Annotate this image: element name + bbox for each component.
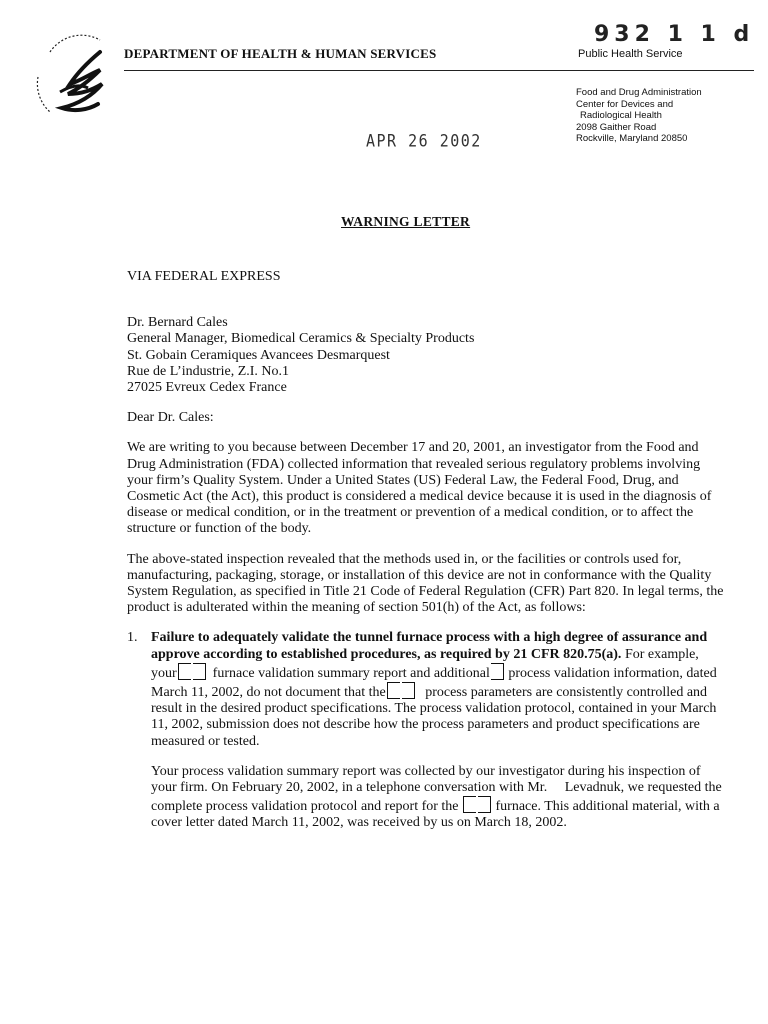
letter-body xyxy=(127,269,727,832)
department-name: DEPARTMENT OF HEALTH & HUMAN SERVICES xyxy=(124,46,437,61)
paragraph-3-text: Your process validation summary report was collected by our investigator during his inspection of your firm. On February 20, 2002, in a telephone conversation with Mr. xyxy=(151,763,701,796)
paragraph-3 xyxy=(127,764,727,832)
recipient-line: General Manager, Biomedical Ceramics & Specialty Products xyxy=(127,331,475,347)
recipient-line: Dr. Bernard Cales xyxy=(127,315,228,331)
violation-text: process parameters are consistently controlled and result in the desired product specifications. The process validation protocol, contained in your March 11, 2002, submission does not describe how the process parameters and product specifications are measured or tested. xyxy=(151,685,717,749)
fda-address-line: Center for Devices and xyxy=(576,98,674,110)
date-stamp: APR 26 2002 xyxy=(366,130,482,152)
violation-number: 1. xyxy=(127,630,138,646)
fda-address-line: Food and Drug Administration xyxy=(576,87,702,98)
delivery-method: VIA FEDERAL EXPRESS xyxy=(127,269,281,284)
redaction-bracket xyxy=(478,796,491,813)
fda-address xyxy=(576,87,702,145)
public-health-service: Public Health Service xyxy=(578,48,683,60)
paragraph-2: The above-stated inspection revealed that the methods used in, or the facilities or controls used for, manufacturing, packaging, storage, or installation of this device are not in conformance with the Quality System Regulation, as specified in Title 21 Code of Federal Regulation (CFR) Part 820. In legal terms, the product is adulterated within the meaning of section 501(h) of the Act, as follows: xyxy=(127,551,724,616)
salutation: Dear Dr. Cales: xyxy=(127,410,214,426)
header-rule xyxy=(124,70,754,71)
violation-text: For example, your xyxy=(151,646,699,681)
paragraph-1: We are writing to you because between December 17 and 20, 2001, an investigator from the Food and Drug Administration (FDA) collected information that revealed serious regulatory problems involving your firm’s Quality System. Under a United States (US) Federal Law, the Federal Food, Drug, and Cosmetic Act (the Act), this product is considered a medical device because it is used in the diagnosis of disease or medical condition, or in the treatment or prevention of a medical condition, or to affect the structure or function of the body. xyxy=(127,440,712,537)
paragraph-3-text: Levadnuk, we requested the complete process validation protocol and report for the xyxy=(151,780,722,815)
letter-title: WARNING LETTER xyxy=(341,214,471,229)
redaction-bracket xyxy=(491,663,504,680)
violation-heading: Failure to adequately validate the tunnel furnace process with a high degree of assurance and approve according to established procedures, as required by 21 CFR 820.75(a). xyxy=(151,630,708,662)
hhs-logo xyxy=(30,22,122,132)
redaction-bracket xyxy=(386,682,422,701)
redaction-bracket xyxy=(463,796,476,813)
recipient-line: Rue de L’industrie, Z.I. No.1 xyxy=(127,363,290,379)
fda-address-line: Radiological Health xyxy=(580,110,662,122)
recipient-line: St. Gobain Ceramiques Avancees Desmarquest xyxy=(127,347,390,363)
paragraph-3-text: furnace. This additional material, with a cover letter dated March 11, 2002, was received by us on March 18, 2002. xyxy=(151,799,720,831)
recipient-block xyxy=(127,315,727,396)
fda-address-line: 2098 Gaither Road xyxy=(576,121,657,133)
recipient-line: 27025 Evreux Cedex France xyxy=(127,380,287,396)
handwritten-reference-number: 932 1 1 d xyxy=(594,22,755,47)
redaction-bracket xyxy=(177,663,213,682)
fda-address-line: Rockville, Maryland 20850 xyxy=(576,133,688,145)
violation-text: process validation information, dated March 11, 2002, do not document that the xyxy=(151,665,717,701)
violation-item-1 xyxy=(127,630,727,749)
violation-text: furnace validation summary report and additional xyxy=(212,665,490,681)
